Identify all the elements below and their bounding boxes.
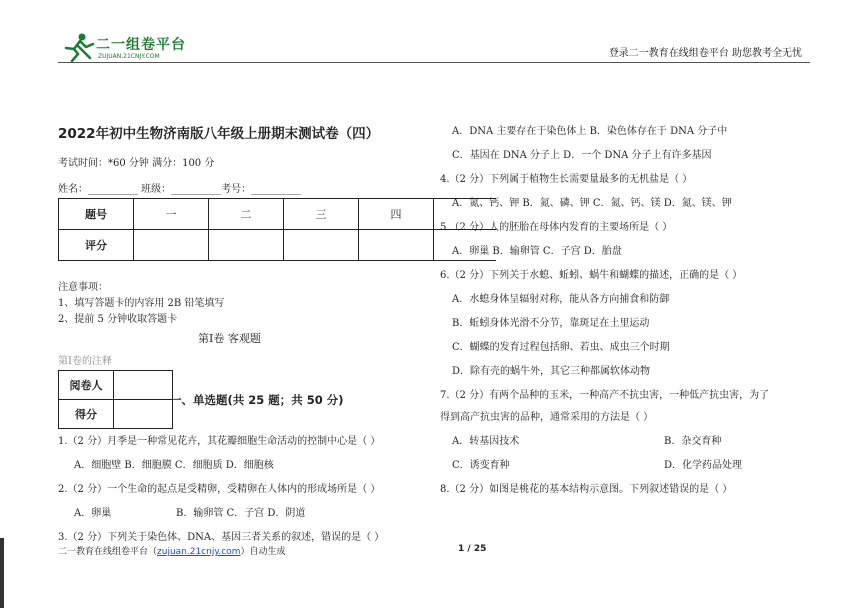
score-cell[interactable]: [359, 230, 434, 261]
table-row: [59, 199, 497, 230]
reviewer-table: [58, 370, 173, 429]
question-7-cont: 得到高产抗虫害的品种，通常采用的方法是（ ）: [440, 412, 654, 423]
question-1: 1.（2 分）月季是一种常见花卉，其花瓣细胞生命活动的控制中心是（ ）: [58, 436, 381, 447]
section-title: 第Ⅰ卷 客观题: [198, 332, 261, 345]
question-8: 8.（2 分）如图是桃花的基本结构示意图。下列叙述错误的是（ ）: [440, 484, 733, 495]
question-5-options: A．卵巢 B．输卵管 C．子宫 D．胎盘: [452, 246, 622, 257]
header-slogan-link[interactable]: 登录二一教育在线组卷平台 助您教考全无忧: [608, 48, 802, 59]
exam-info: 考试时间：*60 分钟 满分：100 分: [58, 158, 215, 169]
score-cell[interactable]: [114, 400, 173, 429]
question-3: 3.（2 分）下列关于染色体、DNA、基因三者关系的叙述，错误的是（ ）: [58, 532, 385, 543]
question-7-option-b: B．杂交育种: [664, 436, 722, 447]
table-row: [59, 400, 173, 429]
logo-brand-text: 二一组卷平台: [96, 37, 186, 53]
score-header-4: 四: [359, 199, 434, 230]
footer-suffix: ）自动生成: [240, 547, 286, 557]
question-2-options-bcd: B．输卵管 C．子宫 D．阴道: [176, 508, 306, 519]
note-item: 1、填写答题卡的内容用 2B 铅笔填写: [58, 298, 225, 309]
score-cell[interactable]: [134, 230, 209, 261]
runner-logo-icon: [62, 32, 96, 62]
question-7-option-a: A．转基因技术: [452, 436, 520, 447]
question-6: 6.（2 分）下列关于水螅、蚯蚓、蜗牛和蝴蝶的描述，正确的是（ ）: [440, 270, 743, 281]
table-row: [59, 230, 497, 261]
header-divider: [58, 62, 810, 63]
footer-credit: [58, 544, 285, 557]
notes-title: 注意事项：: [58, 282, 108, 293]
score-header-1: 一: [134, 199, 209, 230]
logo: [62, 32, 202, 64]
question-7-option-d: D．化学药品处理: [664, 460, 743, 471]
footer-link[interactable]: zujuan.21cnjy.com: [157, 547, 241, 557]
score-cell[interactable]: [284, 230, 359, 261]
table-row: [59, 371, 173, 400]
score-table: [58, 198, 496, 261]
question-6-option-b: B．蚯蚓身体光滑不分节，靠斑足在土里运动: [452, 318, 650, 329]
reviewer-cell[interactable]: [114, 371, 173, 400]
question-5: 5.（2 分）人的胚胎在母体内发育的主要场所是（ ）: [440, 222, 673, 233]
page-number: 1 / 25: [458, 544, 487, 554]
score-header-label: 题号: [59, 199, 134, 230]
right-line: C．基因在 DNA 分子上 D．一个 DNA 分子上有许多基因: [452, 150, 712, 161]
edge-bar: [0, 538, 4, 608]
score-label: 得分: [59, 400, 114, 429]
part-heading: 一、单选题(共 25 题；共 50 分): [170, 393, 344, 407]
reviewer-label: 阅卷人: [59, 371, 114, 400]
score-header-2: 二: [209, 199, 284, 230]
question-7-option-c: C．诱变育种: [452, 460, 510, 471]
score-header-3: 三: [284, 199, 359, 230]
question-6-option-c: C．蝴蝶的发育过程包括卵、若虫、成虫三个时期: [452, 342, 670, 353]
question-2: 2.（2 分）一个生命的起点是受精卵，受精卵在人体内的形成场所是（ ）: [58, 484, 381, 495]
question-4-options: A．氮、钙、钾 B．氮、磷、钾 C．氮、钙、镁 D．氮、镁、钾: [452, 198, 732, 209]
question-7: 7.（2 分）有两个品种的玉米，一种高产不抗虫害，一种低产抗虫害，为了: [440, 390, 770, 401]
question-6-option-a: A．水螅身体呈辐射对称，能从各方向捕食和防御: [452, 294, 670, 305]
paper-title: 2022年初中生物济南版八年级上册期末测试卷（四）: [58, 126, 380, 142]
question-6-option-d: D．除有壳的蜗牛外，其它三种都属软体动物: [452, 366, 651, 377]
logo-url-text: ZUJUAN.21CNJY.COM: [98, 53, 160, 60]
score-row-label: 评分: [59, 230, 134, 261]
section-note: 第Ⅰ卷的注释: [58, 356, 112, 367]
question-1-options: A．细胞壁 B．细胞膜 C．细胞质 D．细胞核: [74, 460, 274, 471]
name-class-id-line: 姓名：__________ 班级：__________考号：__________: [58, 184, 302, 195]
question-2-option-a: A．卵巢: [74, 508, 112, 519]
right-line: A．DNA 主要存在于染色体上 B．染色体存在于 DNA 分子中: [452, 126, 728, 137]
score-cell[interactable]: [209, 230, 284, 261]
question-4: 4.（2 分）下列属于植物生长需要量最多的无机盐是（ ）: [440, 174, 693, 185]
note-item: 2、提前 5 分钟收取答题卡: [58, 314, 178, 325]
footer-prefix: 二一教育在线组卷平台（: [58, 547, 158, 557]
